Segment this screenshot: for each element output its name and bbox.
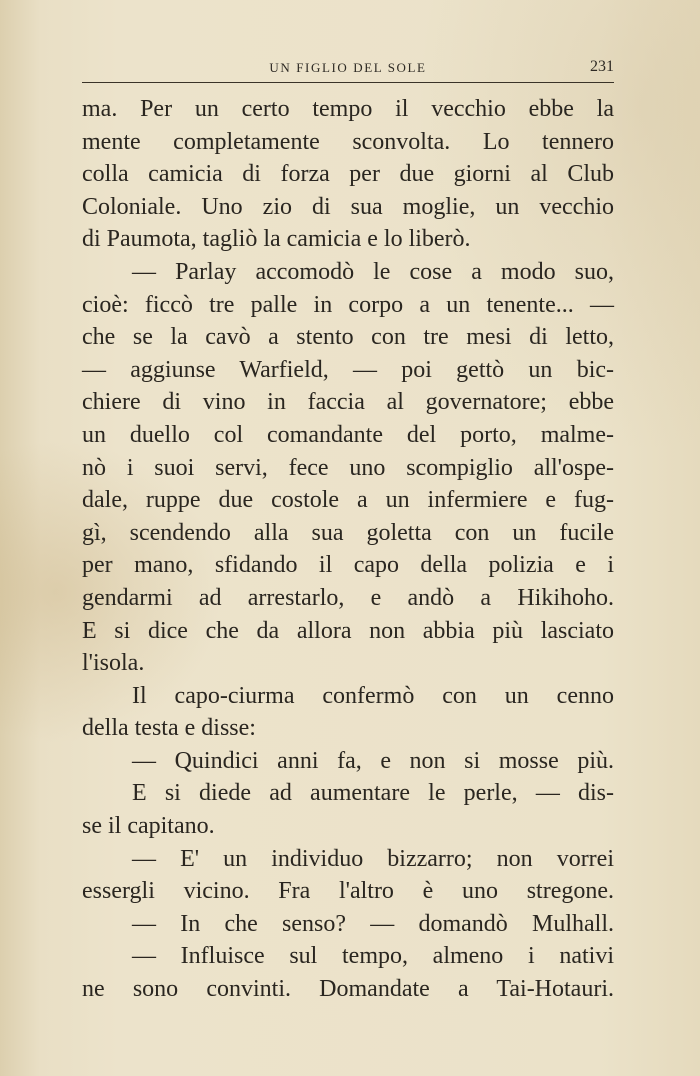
text-line: della testa e disse:: [82, 715, 256, 742]
text-line: se il capitano.: [82, 813, 215, 840]
text-line: — Parlay accomodò le cose a modo suo,: [132, 258, 614, 285]
text-line: nò i suoi servi, fece uno scompiglio all'ospe-: [82, 454, 614, 481]
text-line: gì, scendendo alla sua goletta con un fucile: [82, 519, 614, 546]
running-title: UN FIGLIO DEL SOLE: [269, 60, 427, 75]
text-line: Coloniale. Uno zio di sua moglie, un vecchio: [82, 193, 614, 220]
text-line: di Paumota, tagliò la camicia e lo liberò.: [82, 226, 471, 253]
text-line: — Quindici anni fa, e non si mosse più.: [132, 747, 614, 774]
text-line: mente completamente sconvolta. Lo tennero: [82, 128, 614, 155]
text-line: — In che senso? — domandò Mulhall.: [132, 910, 614, 937]
page-header: [82, 58, 614, 83]
page-number: 231: [590, 58, 614, 75]
text-line: — E' un individuo bizzarro; non vorrei: [132, 845, 614, 872]
text-line: gendarmi ad arrestarlo, e andò a Hikihoho.: [82, 584, 614, 611]
text-line: colla camicia di forza per due giorni al Club: [82, 161, 614, 188]
text-line: che se la cavò a stento con tre mesi di letto,: [82, 324, 614, 351]
text-line: ne sono convinti. Domandate a Tai-Hotauri.: [82, 976, 614, 1003]
text-line: per mano, sfidando il capo della polizia e i: [82, 552, 614, 579]
text-line: l'isola.: [82, 650, 145, 677]
text-line: dale, ruppe due costole a un infermiere e fug-: [82, 487, 614, 514]
text-line: chiere di vino in faccia al governatore; ebbe: [82, 389, 614, 416]
body-text: [82, 93, 614, 1006]
text-line: ma. Per un certo tempo il vecchio ebbe la: [82, 96, 614, 122]
text-line: un duello col comandante del porto, malme-: [82, 421, 614, 448]
text-line: — aggiunse Warfield, — poi gettò un bic-: [82, 356, 614, 383]
text-line: — Influisce sul tempo, almeno i nativi: [132, 943, 614, 970]
text-line: E si diede ad aumentare le perle, — dis-: [132, 780, 614, 807]
text-line: cioè: ficcò tre palle in corpo a un tenente... —: [82, 291, 614, 318]
text-line: E si dice che da allora non abbia più lasciato: [82, 617, 614, 644]
text-line: essergli vicino. Fra l'altro è uno stregone.: [82, 878, 614, 905]
text-line: Il capo-ciurma confermò con un cenno: [132, 682, 614, 709]
